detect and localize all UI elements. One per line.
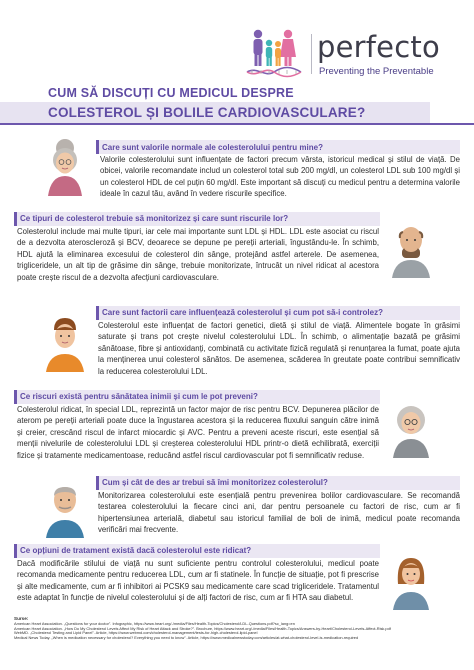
faq-answer-3: Colesterolul este influențat de factori genetici, dietă și stilul de viață. Alimentele bogate în grăsimi saturate și trans pot crește nivelul colesterolului LDL. În schimb, o alimentație bazată pe grăsimi sănătoase, fibre și antioxidanți, combinată cu activitate fizică regulată și renunțarea la fumat, poate ajuta la menținerea unui colesterol sănătos. De asemenea, scăderea în greutate poate contribui semnificativ la reducerea colesterolului LDL.	[98, 321, 460, 376]
bald-man-avatar-icon	[386, 218, 436, 278]
perfecto-logo	[243, 24, 453, 84]
faq-question-1: Care sunt valorile normale ale colesterolului pentru mine?	[102, 143, 323, 152]
young-woman-avatar-icon	[386, 550, 436, 610]
faq-answer-1: Valorile colesterolului sunt influențate de factori precum vârsta, istoricul medical și stilul de viață. De obicei, valorile recomandate includ un colesterol total sub 200 mg/dl, un colesterol LDL sub 100 mg/dl și un colesterol HDL de cel puțin 60 mg/dl. Este important să discuți cu medicul pentru a determina valorile ideale în cazul tău, având în vedere riscurile specifice.	[100, 155, 460, 199]
faq-section-1	[0, 136, 474, 200]
faq-section-6	[0, 544, 474, 614]
faq-question-4: Ce riscuri există pentru sănătatea inimii și cum le pot preveni?	[20, 392, 258, 401]
faq-section-4	[0, 390, 474, 474]
faq-question-6: Ce opțiuni de tratament există dacă colesterolul este ridicat?	[20, 546, 252, 555]
logo-wordmark: perfecto	[317, 30, 440, 64]
sources-block	[14, 617, 462, 641]
faq-answer-5: Monitorizarea colesterolului este esențială pentru prevenirea bolilor cardiovasculare. Se recomandă testarea colesterolului la fiecare cinci ani, dar pentru persoanele cu factori de risc, cum ar fi hipertensiunea arterială, diabetul sau istoricul familial de boli de inimă, medicul poate recomanda verificări mai frecvente.	[98, 491, 460, 535]
faq-question-3: Care sunt factorii care influențează colesterolul și cum pot să-i controlez?	[102, 308, 383, 317]
page-title-line1: CUM SĂ DISCUȚI CU MEDICUL DESPRE	[48, 86, 294, 100]
senior-man-avatar-icon	[40, 478, 90, 538]
faq-answer-2: Colesterolul include mai multe tipuri, iar cele mai importante sunt LDL și HDL. LDL este asociat cu riscul de a dezvolta ateroscleroză și BCV, deoarece se depune pe pereții arteriali, îngustându-le. În schimb, HDL ajută la eliminarea excesului de colesterol din sânge, protejând astfel arterele. De asemenea, trigliceridele, un alt tip de grăsime din sânge, trebuie monitorizate, întrucât un nivel ridicat al acestora poate crește riscul de a dezvolta afecțiuni cardiovasculare.	[17, 227, 379, 282]
faq-question-5: Cum și cât de des ar trebui să îmi monitorizez colesterolul?	[102, 478, 328, 487]
source-line: American Heart Association. „How Do My Cholesterol Levels Affect My Risk of Heart Attack and Stroke?". Brochure, https://www.heart.org/-/media/Files/Health-Topics/Answers-by-Heart/Cholesterol-Levels-Affect-Risk.pdf	[14, 625, 391, 631]
elderly-woman-avatar-icon	[40, 136, 90, 196]
faq-answer-4: Colesterolul ridicat, în special LDL, reprezintă un factor major de risc pentru BCV. Depunerea plăcilor de aterom pe pereții arteriali poate duce la îngustarea acestora și la reducerea fluxului sanguin către inimă și creier, crescând riscul de infarct miocardic și AVC. Pentru a preveni aceste riscuri, este esențial să menții nivelurile de colesterolului LDL și creșterea colesterolului HDL printr-o dietă echilibrată, exerciții fizice și tratamente medicamentoase, reducând astfel riscul cardiovascular pot fi semnificativ reduse.	[17, 405, 379, 460]
page-title-line2: COLESTEROL ȘI BOLILE CARDIOVASCULARE?	[48, 105, 366, 120]
logo-tagline: Preventing the Preventable	[319, 66, 434, 77]
logo-divider	[311, 34, 312, 74]
young-man-avatar-icon	[40, 312, 90, 372]
faq-section-2	[0, 212, 474, 298]
source-line: WebMD. „Cholesterol Testing and Lipid Panel". Article, https://www.webmd.com/cholesterol-management/tests-for-high-cholesterol-lipid-panel	[14, 630, 258, 636]
elderly-woman-glasses-avatar-icon	[386, 398, 436, 458]
faq-answer-6: Dacă modificările stilului de viață nu sunt suficiente pentru controlul colesterolului, medicul poate recomanda medicamente pentru reducerea LDL, cum ar fi statinele. În funcție de situație, pot fi prescrise și alte medicamente, cum ar fi inhibitori ai PCSK9 sau medicamente care scad trigliceridele. Tratamentul este adaptat în funcție de nivelul colesterolului și de alți factori de risc, cum ar fi HTA sau diabetul.	[17, 559, 379, 603]
source-line: Medical News Today. „When is medication necessary for cholesterol? Everything you need to know". Article, https://www.medicalnewstoday.com/articles/at-what-cholesterol-level-is-medication-required	[14, 635, 359, 641]
page-title-bar	[0, 102, 474, 124]
family-logo-icon	[243, 26, 305, 82]
faq-question-2: Ce tipuri de colesterol trebuie să monitorizez și care sunt riscurile lor?	[20, 214, 289, 223]
sources-title: Surse:	[14, 616, 29, 621]
faq-section-3	[0, 306, 474, 382]
faq-section-5	[0, 476, 474, 540]
source-line: American Heart Association. „Questions for your doctor". Infographic, https://www.heart.org/-/media/Files/Health-Topics/Cholesterol/LDL-Questions.pdf?sc_lang=en	[14, 620, 295, 626]
